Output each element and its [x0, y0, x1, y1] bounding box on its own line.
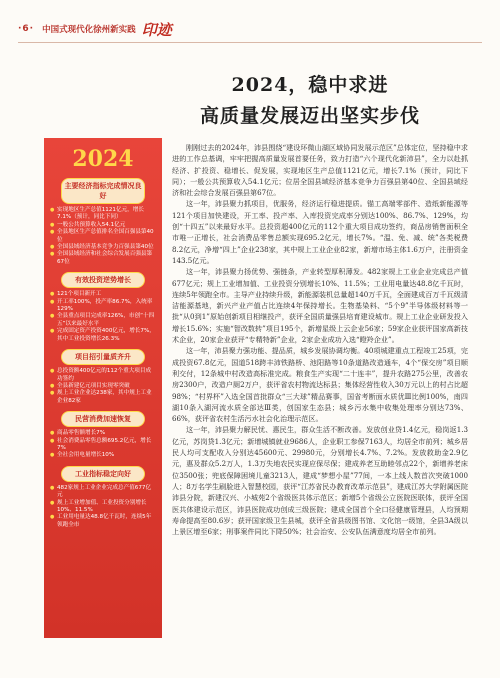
panel-section — [50, 466, 156, 529]
list-item: ● 社会消费品零售总额695.2亿元，增长7% — [50, 438, 156, 453]
list-item: ● 工业用电量达48.8亿千瓦时，连续5年领跑全市 — [50, 514, 156, 529]
list-item: ● 全县新建亿元项目实现零突破 — [50, 383, 156, 390]
list-item: ● 完成固定资产投资400亿元，增长7%，其中工业投资增长26.3% — [50, 328, 156, 343]
list-item: ● 482家规上工业企业完成总产值677亿元 — [50, 485, 156, 500]
section-tag: 民营消费加速恢复 — [61, 411, 145, 427]
paragraph: 刚刚过去的2024年，沛县围绕“建设环微山湖区域协同发展示范区”总体定位，坚持稳中求进的工作总基调，牢牢把握高质量发展首要任务，致力打造“六个现代化新沛县”，全力以赴抓经济、扩投资、稳增长、促发展，实现地区生产总值1121亿元，增长7.1%（预计，同比下同）；一般公共预算收入54.1亿元；位居全国县域经济基本竞争力百强县第40位、全国县域经济和社会综合发展百强县第67位。 — [172, 143, 468, 198]
panel-section — [50, 411, 156, 460]
page-number: ·6· — [18, 24, 35, 34]
panel-section — [50, 349, 156, 405]
paragraph: 这一年，沛县聚力解民忧、惠民生，群众生活不断改善。发放创业贷1.4亿元，稳岗返1.3亿元，苏岗贷1.3亿元；新增城镇就业9686人，企业职工参保7163人，均居全市前列；城乡居民人均可支配收入分别达45600元、29980元，分别增长4.7%、7.2%。发放救助金2.9亿元，惠及群众5.2万人，1.3万失地农民实现应保尽保；建成养老互助睦邻点22个，新增养老床位3500张；兜底保障困境儿童3213人，建成“梦想小屋”77间，一本上线人数首次突破1000人；8万名学生刷脸进入智慧校园，获评“江苏省民办教育改革示范县”，建成江苏大学附属医院沛县分院，新建汉兴、小城苑2个省级医共体示范区；新增5个省级公立医院医联体，获评全国医共体建设示范区，沛县医院成功创成三级医院；建成全国首个全口径健康管理县，人均预期寿命提高至80.6岁；获评国家级卫生县城，获评全省县级图书馆、文化馆一级馆，全县3A级以上景区增至6家；刑事案件同比下降50%；社会治安、公安队伍满意度均居全市前列。 — [172, 425, 468, 537]
paragraph: 这一年，沛县聚力扬优势、强链条，产业转型厚积薄发。482家规上工业企业完成总产值677亿元；规上工业增加值、工业投资分别增长10%、11.5%；工业用电量达48.8亿千瓦时，连续5年领跑全市。主导产业持续升级，新能源装机总量超140万千瓦，全面建成百万千瓦级清洁能源基地，新兴产业产值占比连续4年保持增长。生物基染料、“5个9”半导体级材料等一批“从0到1”原始创新项目相继投产，获评全国质量强县培育建设城市。规上工业企业研发投入增长15.6%；实施“智改数转”项目195个，新增星级上云企业56家；59家企业获评国家高新技术企业，20家企业获评“专精特新”企业，2家企业成功入选“瞪羚企业”。 — [172, 267, 468, 345]
list-item: ● 一般公共预算收入54.1亿元 — [50, 222, 156, 229]
list-item: ● 全县地区生产总值排名全国百强县第40位 — [50, 229, 156, 244]
list-item: ● 实现地区生产总值1121亿元，增长7.1%（预计，同比下同） — [50, 207, 156, 222]
list-item: ● 开工率100%，投产率86.7%，入统率129% — [50, 299, 156, 314]
list-item: ● 全县重点项目完成率126%，市创“十四五”以来最好水平 — [50, 313, 156, 328]
list-item: ● 全国县域经济和社会综合发展百强县第67位 — [50, 251, 156, 266]
page-header — [18, 20, 172, 38]
list-item: ● 121个项目新开工 — [50, 291, 156, 298]
paragraph: 这一年，沛县聚力强功能、提品质，城乡发展协调均衡。40项城建重点工程竣工25项，完成投资67.8亿元，国道518跨丰沛铁路桥、池阳路等10条道路改造通车，4个“保交房”项目顺利交付，12条城中村改造高标准完成。粮食生产实现“二十连丰”，提升农路275公里，改善农房2300户，改造户厕2万户，获评省农村物流达标县；集体经营性收入30万元以上的村占比超98%；“村界杯”入选全国首批群众“三大球”精品赛事，国省考断面水质优Ⅲ比例100%，南四湖10条入湖河流水质全部达Ⅲ类，创国家生态县；城乡污水集中收集处理率分别达73%、66%，获评省农村生活污水社会化治理示范区。 — [172, 346, 468, 424]
highlights-panel — [44, 138, 162, 638]
title-line-2: 高质量发展迈出坚实步伐 — [199, 105, 420, 127]
brand-logo: 印迹 — [141, 20, 172, 39]
section-tag: 项目招引量质齐升 — [61, 349, 145, 365]
panel-year: 2024 — [72, 146, 134, 172]
paragraph: 这一年，沛县聚力抓项目，优服务，经济运行稳进提质。锚工高端零部件、造纸新能源等121个项目加快建设，开工率、投产率、入库投资完成率分别达100%、86.7%、129%，均创“十四五”以来最好水平。总投资超400亿元的112个重大项目成功签约，商品房销售面积全市唯一正增长，社会消费品零售总额实现695.2亿元，增长7%。“温、免、减、统”各类税费8.2亿元，净增“四上”企业238家，其中规上工业企业82家，新增市场主体1.6万户，注册资金143.5亿元。 — [172, 199, 468, 265]
panel-section — [50, 272, 156, 343]
list-item: ● 商品零售额增长7% — [50, 430, 156, 437]
list-item: ● 规上工业增加值、工业投资分别增长10%、11.5% — [50, 500, 156, 515]
list-item: ● 全国县域经济基本竞争力百强县第40位 — [50, 244, 156, 251]
list-item: ● 规上工业企业达238家，其中规上工业企业82家 — [50, 390, 156, 405]
title-line-1: 2024，稳中求进 — [231, 74, 389, 96]
section-tag: 主要经济指标完成情况良好 — [61, 178, 145, 204]
article-body — [172, 142, 468, 537]
article-title — [150, 70, 470, 128]
section-tag: 有效投资逆势增长 — [61, 272, 145, 288]
header-divider — [18, 42, 482, 43]
section-tag: 工业指标稳定向好 — [61, 466, 145, 482]
list-item: ● 总投资额400亿元的112个重大项目成功签约 — [50, 368, 156, 383]
publication-name: 中国式现代化徐州新实践 — [42, 25, 136, 35]
panel-section — [50, 178, 156, 266]
list-item: ● 全社会用电量增长10% — [50, 452, 156, 459]
